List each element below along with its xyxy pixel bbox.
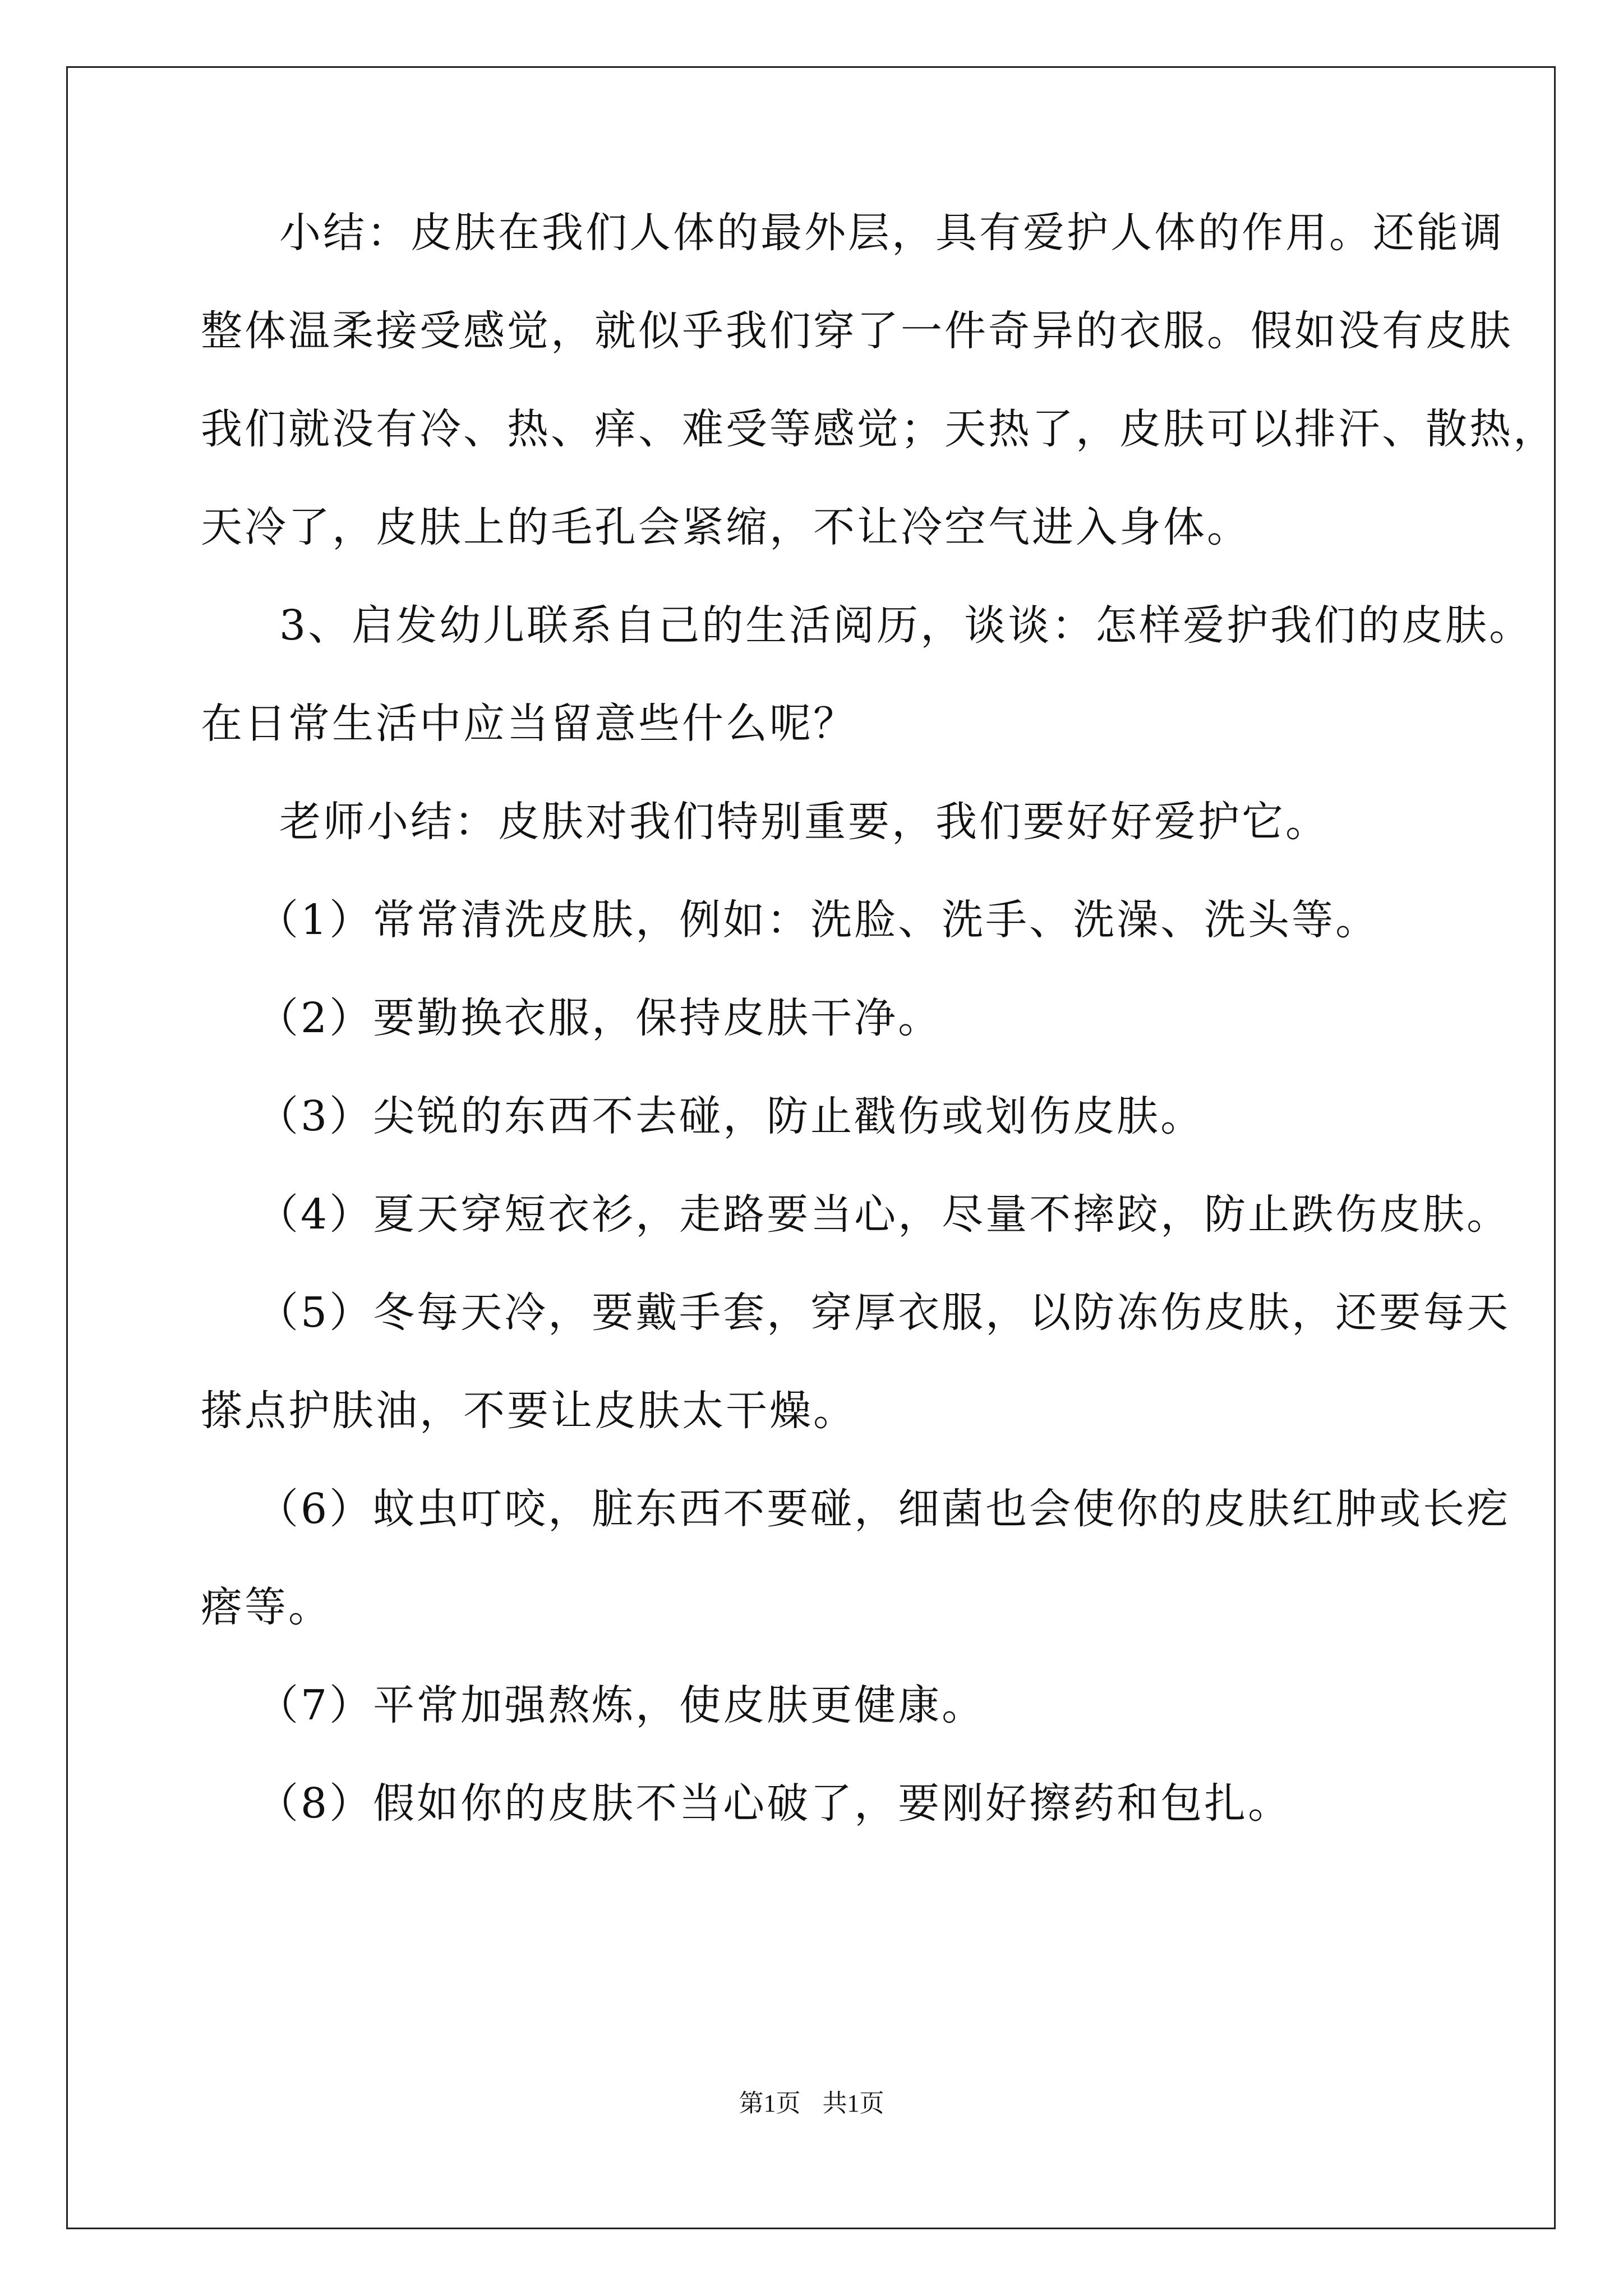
list-item-2: （2）要勤换衣服，保持皮肤干净。 (257, 994, 942, 1042)
paragraph-teacher-summary: 老师小结：皮肤对我们特别重要，我们要好好爱护它。 (279, 798, 1329, 846)
list-item-5-line-1: （5）冬每天冷，要戴手套，穿厚衣服，以防冻伤皮肤，还要每天 (257, 1289, 1511, 1337)
paragraph-question-line-2: 在日常生活中应当留意些什么呢？ (201, 700, 857, 748)
page-border (66, 66, 1556, 2229)
list-item-4: （4）夏天穿短衣衫，走路要当心，尽量不摔跤，防止跌伤皮肤。 (257, 1190, 1511, 1239)
total-pages: 共1页 (822, 2090, 884, 2117)
paragraph-summary-line-2: 整体温柔接受感觉，就似乎我们穿了一件奇异的衣服。假如没有皮肤 (201, 307, 1513, 355)
page-footer (0, 2087, 1623, 2120)
list-item-6-line-1: （6）蚊虫叮咬，脏东西不要碰，细菌也会使你的皮肤红肿或长疙 (257, 1485, 1511, 1533)
list-item-1: （1）常常清洗皮肤，例如：洗脸、洗手、洗澡、洗头等。 (257, 896, 1380, 944)
list-item-6-line-2: 瘩等。 (201, 1583, 332, 1631)
page-number: 第1页 (739, 2090, 801, 2117)
list-item-5-line-2: 搽点护肤油，不要让皮肤太干燥。 (201, 1387, 857, 1435)
list-item-3: （3）尖锐的东西不去碰，防止戳伤或划伤皮肤。 (257, 1092, 1205, 1140)
paragraph-summary-line-3: 我们就没有冷、热、痒、难受等感觉；天热了，皮肤可以排汗、散热， (201, 405, 1557, 453)
list-item-7: （7）平常加强熬炼，使皮肤更健康。 (257, 1681, 986, 1729)
list-item-8: （8）假如你的皮肤不当心破了，要刚好擦药和包扎。 (257, 1779, 1292, 1828)
paragraph-summary-line-1: 小结：皮肤在我们人体的最外层，具有爱护人体的作用。还能调 (279, 209, 1504, 257)
paragraph-summary-line-4: 天冷了，皮肤上的毛孔会紧缩，不让冷空气进入身体。 (201, 503, 1251, 551)
paragraph-question-line-1: 3、启发幼儿联系自己的生活阅历，谈谈：怎样爱护我们的皮肤。 (279, 601, 1533, 650)
